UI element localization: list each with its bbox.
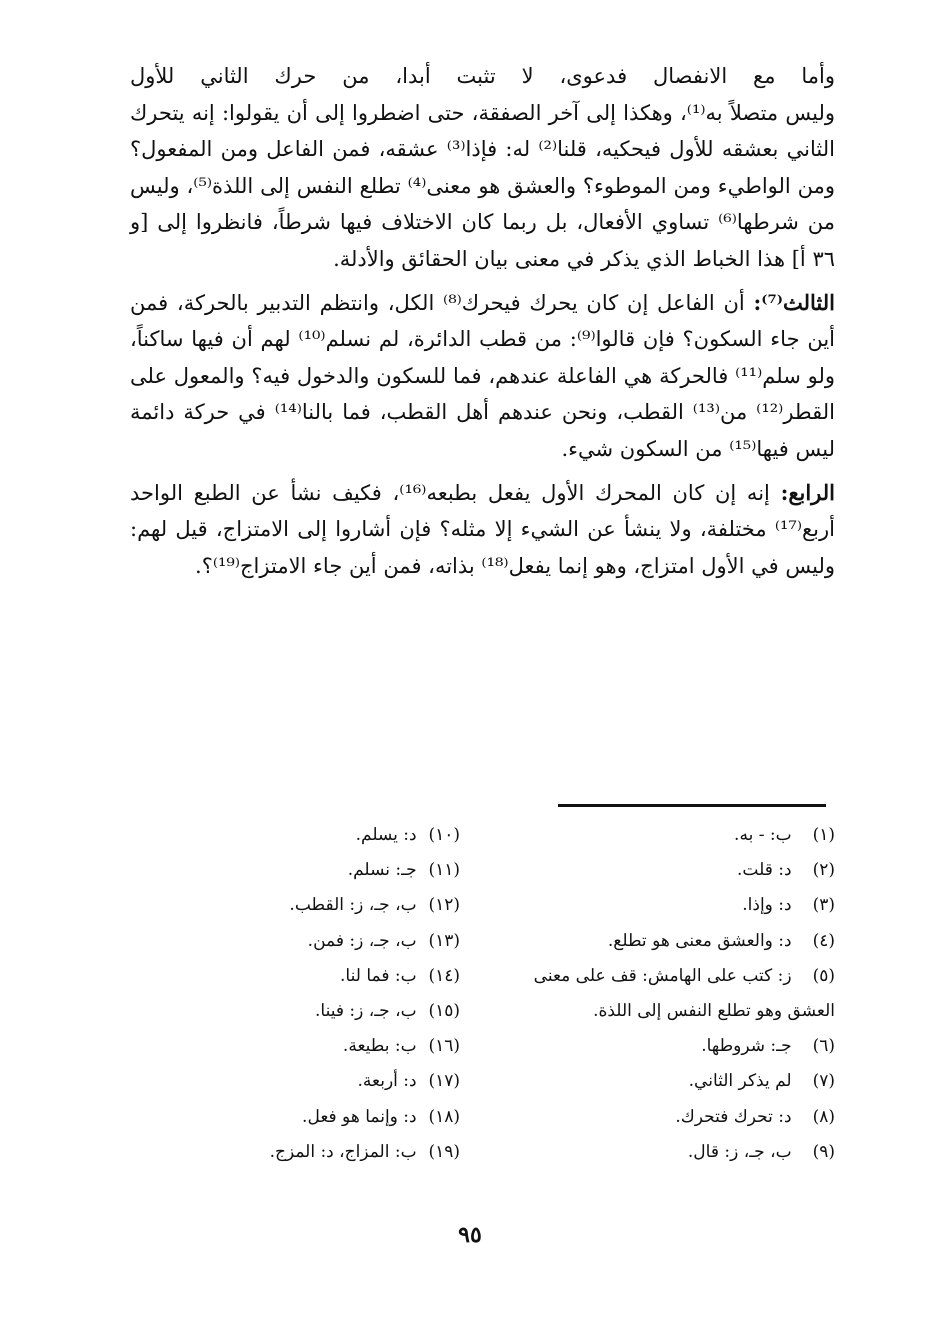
footnote-text: د: وإنما هو فعل. [302,1106,417,1127]
footnote [200,1100,460,1135]
footnote-number: (١١) [428,860,460,881]
footnote-number: (١٩) [428,1141,460,1162]
footnote-text: ب، جـ، ز: قال. [687,1141,792,1162]
footnote-number: (١٤) [428,965,460,986]
footnotes-right-column [500,818,835,1170]
footnote-number: (٥) [812,965,835,986]
footnote [500,1100,835,1135]
footnote-text: ب، جـ، ز: فمن. [307,930,417,951]
paragraph-2 [130,95,835,278]
footnotes-left-column [200,818,460,1170]
footnote-text: ب: المزاج، د: المزج. [269,1141,417,1162]
footnote [500,1064,835,1099]
footnote [200,818,460,853]
footnote-text: د: قلت. [737,860,792,881]
footnote-separator [558,804,826,807]
footnote [500,818,835,853]
footnote-number: (١٢) [428,895,460,916]
footnote-text: ب، جـ، ز: فينا. [315,1001,417,1022]
footnote [200,853,460,888]
footnote [500,959,835,1029]
footnote-text: جـ: نسلم. [347,860,417,881]
footnote-number: (١) [812,825,835,845]
paragraph-text: إنه إن كان المحرك الأول يفعل بطبعه⁽¹⁶⁾، فكيف نشأ عن الطبع الواحد أربع⁽¹⁷⁾ مختلفة، ولا ينشأ عن الشيء إلا مثله؟ فإن أشاروا إلى الامتزاج، قيل لهم: وليس في الأول امتزاج، وهو إنما يفعل⁽¹⁸⁾ بذاته، فمن أين جاء الامتزاج⁽¹⁹⁾؟. [130,480,835,578]
footnote-number: (٤) [812,930,835,951]
paragraph-third-argument [130,285,835,468]
footnote [200,994,460,1029]
footnote-number: (٩) [812,1141,835,1162]
footnote [200,1029,460,1064]
footnote-text: ب، جـ، ز: القطب. [289,895,417,916]
paragraph-text: وليس متصلاً به⁽¹⁾، وهكذا إلى آخر الصفقة، حتى اضطروا إلى أن يقولوا: إنه يتحرك الثاني بعشقه للأول فيحكيه، قلنا⁽²⁾ له: فإذا⁽³⁾ عشقه، فمن الفاعل ومن المفعول؟ ومن الواطيء ومن الموطوء؟ والعشق هو معنى⁽⁴⁾ تطلع النفس إلى اللذة⁽⁵⁾، وليس من شرطها⁽⁶⁾ تساوي الأفعال، بل ربما كان الاختلاف فيها شرطاً، فانظروا إلى [و ٣٦ أ] هذا الخباط الذي يذكر في معنى بيان الحقائق والأدلة. [130,100,836,271]
footnote [500,924,835,959]
footnote-text: د: أربعة. [357,1071,417,1092]
page-number: ٩٥ [458,1222,482,1248]
paragraph-lead: الرابع: [780,479,835,505]
paragraph-text: أن الفاعل إن كان يحرك فيحرك⁽⁸⁾ الكل، وانتظم التدبير بالحركة، فمن أين جاء السكون؟ فإن قالوا⁽⁹⁾: من قطب الدائرة، لم نسلم⁽¹⁰⁾ لهم أن فيها ساكناً، ولو سلم⁽¹¹⁾ فالحركة هي الفاعلة عندهم، فما للسكون والدخول فيه؟ والمعول على القطر⁽¹²⁾ من⁽¹³⁾ القطب، ونحن عندهم أهل القطب، فما بالنا⁽¹⁴⁾ في حركة دائمة ليس فيها⁽¹⁵⁾ من السكون شيء. [130,290,835,461]
footnote-number: (٨) [812,1106,835,1127]
footnote-number: (١٦) [428,1036,460,1057]
paragraph-lead: الثالث⁽⁷⁾: [753,289,835,315]
footnote [200,888,460,923]
footnote [200,1064,460,1099]
paragraph-text: وأما مع الانفصال فدعوى، لا تثبت أبدا، من حرك الثاني للأول [130,64,835,88]
footnote-number: (١٥) [428,1001,460,1022]
footnote-number: (١٠) [428,825,460,845]
footnote-text: د: تحرك فتحرك. [675,1106,792,1127]
footnote [500,888,835,923]
footnote-number: (١٣) [428,930,460,951]
footnote-number: (٦) [812,1036,835,1057]
footnote-text: ب: - به. [734,825,792,845]
paragraph-1 [130,58,835,95]
footnote [500,1135,835,1170]
footnote-number: (٧) [812,1071,835,1092]
footnote-number: (٢) [812,860,835,881]
footnote [500,853,835,888]
paragraph-fourth-argument [130,475,835,585]
footnote-text: ب: بطيعة. [342,1036,417,1057]
footnote-number: (٣) [812,895,835,916]
footnote-text: د: يسلم. [355,825,417,845]
footnote-text: د: والعشق معنى هو تطلع. [607,930,792,951]
footnote-text: د: وإذا. [742,895,792,916]
footnote-number: (١٨) [428,1106,460,1127]
footnote-text: جـ: شروطها. [701,1036,792,1057]
footnote-text: ز: كتب على الهامش: قف على معنى العشق وهو تطلع النفس إلى اللذة. [533,965,835,1022]
footnote-text: ب: فما لنا. [340,965,417,986]
footnote-number: (١٧) [428,1071,460,1092]
footnote-text: لم يذكر الثاني. [688,1071,792,1092]
footnote [200,1135,460,1170]
footnote [200,959,460,994]
footnote [500,1029,835,1064]
footnote [200,924,460,959]
main-text [130,58,835,584]
